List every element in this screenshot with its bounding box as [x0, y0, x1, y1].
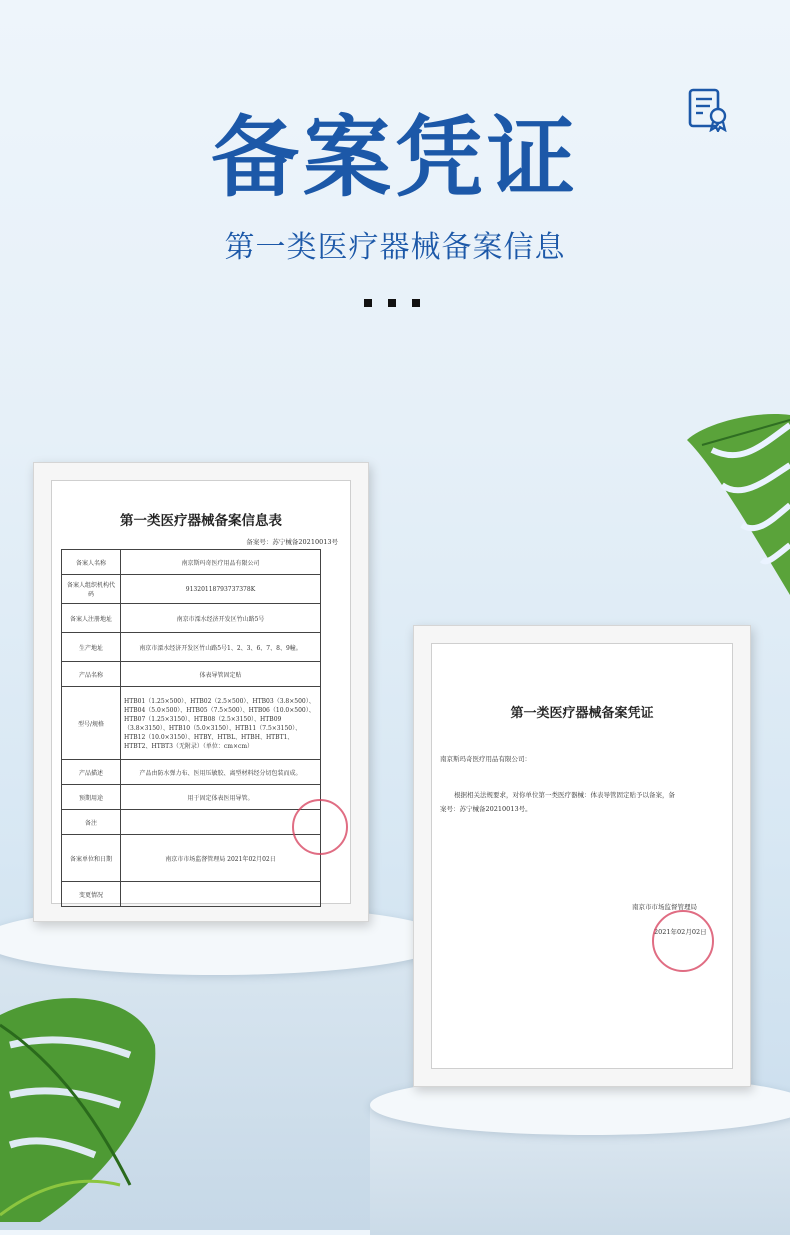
row-label: 型号/规格: [62, 687, 121, 760]
table-row: [62, 835, 321, 882]
row-value: 南京市溧水经济开发区竹山路5号1、2、3、6、7、8、9幢。: [121, 633, 321, 662]
certificate-body-line1: 根据相关法规要求，对你单位第一类医疗器械：体表导管固定贴予以备案，备: [454, 791, 675, 799]
row-label: 备案人注册地址: [62, 604, 121, 633]
official-stamp: [652, 910, 714, 972]
page-subtitle: 第一类医疗器械备案信息: [224, 230, 566, 265]
row-label: 备案人组织机构代码: [62, 575, 121, 604]
certificate-paper: [431, 643, 733, 1069]
decorative-dots: [364, 292, 436, 311]
row-label: 备案单位和日期: [62, 835, 121, 882]
certificate-issuer: 南京市市场监督管理局: [632, 903, 697, 911]
row-label: 产品名称: [62, 662, 121, 687]
row-label: 生产地址: [62, 633, 121, 662]
row-value: 用于固定体表医用导管。: [121, 785, 321, 810]
certificate-frame: [413, 625, 751, 1087]
monstera-leaf-left: [0, 985, 160, 1222]
row-value: [121, 810, 321, 835]
row-value: [121, 882, 321, 907]
info-table-title: 第一类医疗器械备案信息表: [120, 513, 282, 529]
row-label: 备注: [62, 810, 121, 835]
row-value: 体表导管固定贴: [121, 662, 321, 687]
table-row: [62, 662, 321, 687]
record-number: 备案号：苏宁械备20210013号: [246, 538, 338, 546]
monstera-leaf-right: [682, 405, 790, 605]
table-row: [62, 687, 321, 760]
row-value: 南京斯玛奇医疗用品有限公司: [121, 550, 321, 575]
row-value: HTB01（1.25×500）、HTB02（2.5×500）、HTB03（3.8×500）、HTB04（5.0×500）、HTB05（7.5×500）、HTB06（10.0×500）、HTB07（1.25×3150）、HTB08（2.5×3150）、HTB09（3.8×3150）、HTB10（5.0×3150）、HTB11（7.5×3150）、HTB12（10.0×3150）、HTBY、HTBL、HTBH、HTBT1、HTBT2、HTBT3（无附录）（单位：cm×cm）: [121, 687, 321, 760]
certificate-body-line2: 案号：苏宁械备20210013号。: [440, 805, 532, 813]
certificate-addressee: 南京斯玛奇医疗用品有限公司：: [440, 755, 531, 763]
table-row: [62, 785, 321, 810]
table-row: [62, 550, 321, 575]
info-table-paper: [51, 480, 351, 904]
certificate-title: 第一类医疗器械备案凭证: [510, 706, 654, 721]
row-label: 预期用途: [62, 785, 121, 810]
row-value: 产品由防水弹力布、医用压敏胶、离型材料经分切包装而成。: [121, 760, 321, 785]
row-value: 91320118793737378K: [121, 575, 321, 604]
info-table: [61, 549, 321, 907]
table-row: [62, 882, 321, 907]
table-row: [62, 575, 321, 604]
info-table-frame: [33, 462, 369, 922]
row-label: 变更情况: [62, 882, 121, 907]
table-row: [62, 810, 321, 835]
table-row: [62, 760, 321, 785]
page-title: 备案凭证: [210, 106, 579, 209]
table-row: [62, 633, 321, 662]
certificate-date: 2021年02月02日: [654, 928, 707, 936]
table-row: [62, 604, 321, 633]
row-value: 南京市溧水经济开发区竹山路5号: [121, 604, 321, 633]
row-label: 备案人名称: [62, 550, 121, 575]
row-label: 产品描述: [62, 760, 121, 785]
official-stamp: [292, 799, 348, 855]
row-value: 南京市市场监督管理局 2021年02月02日: [121, 835, 321, 882]
